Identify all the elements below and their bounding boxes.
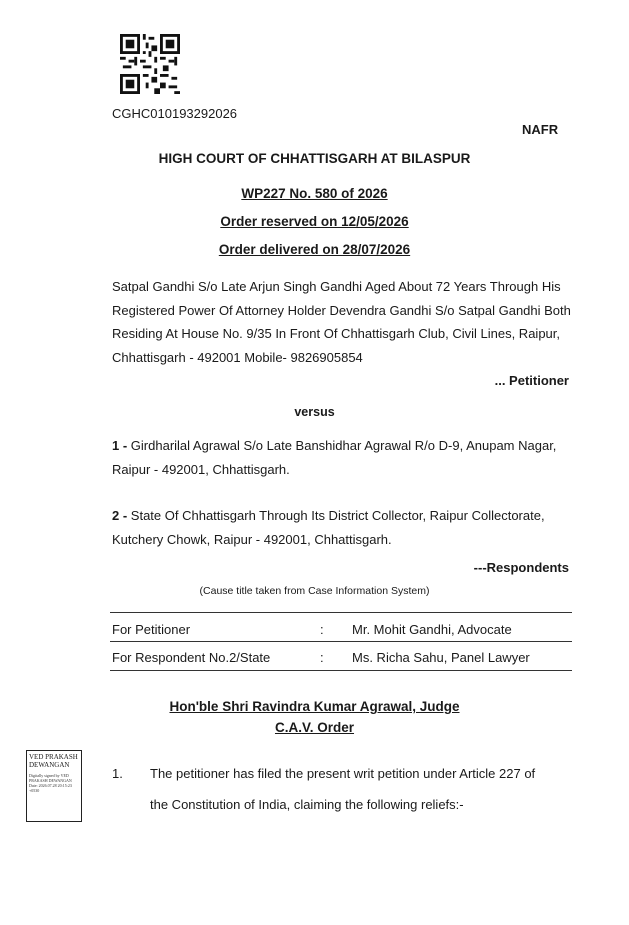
order-delivered <box>0 242 629 257</box>
order-type-text: C.A.V. Order <box>274 720 355 735</box>
divider <box>110 612 572 613</box>
paragraph-number: 1. <box>112 766 123 781</box>
respondent-1-number: 1 - <box>112 438 128 453</box>
case-code: CGHC010193292026 <box>112 106 238 121</box>
signature-details: Digitally signed by VED PRAKASH DEWANGAN Date: 2026.07.28 20:15:23 +0530 <box>29 773 72 793</box>
order-reserved-text: Order reserved on 12/05/2026 <box>220 214 409 229</box>
appearance-counsel: Ms. Richa Sahu, Panel Lawyer <box>352 650 530 665</box>
court-name: HIGH COURT OF CHHATTISGARH AT BILASPUR <box>158 151 471 166</box>
appearance-separator: : <box>320 650 324 665</box>
respondent-2-text: State Of Chhattisgarh Through Its District Collector, Raipur Collectorate, Kutchery Chowk, Raipur - 492001, Chhattisgarh. <box>112 508 545 547</box>
qr-code <box>120 34 180 94</box>
respondent-2 <box>112 504 572 551</box>
cause-title-note: (Cause title taken from Case Information System) <box>199 585 430 597</box>
order-delivered-text: Order delivered on 28/07/2026 <box>218 242 411 257</box>
case-number-text: WP227 No. 580 of 2026 <box>241 186 388 201</box>
case-number <box>0 186 629 201</box>
divider <box>110 670 572 671</box>
divider <box>110 641 572 642</box>
judge-name <box>0 699 629 714</box>
petitioner-label: ... Petitioner <box>494 373 569 388</box>
appearance-role: For Petitioner <box>112 622 191 637</box>
appearance-role: For Respondent No.2/State <box>112 650 271 665</box>
nafr-label: NAFR <box>522 122 559 137</box>
signature-name: VED PRAKASH DEWANGAN <box>29 753 78 769</box>
respondents-label: ---Respondents <box>473 560 569 575</box>
paragraph-line-2: the Constitution of India, claiming the following reliefs:- <box>150 797 464 812</box>
petitioner-details: Satpal Gandhi S/o Late Arjun Singh Gandhi Aged About 72 Years Through His Registered Power Of Attorney Holder Devendra Gandhi S/o Satpal Gandhi Both Residing At House No. 9/35 In Front Of Chhattisgarh Club, Civil Lines, Raipur, Chhattisgarh - 492001 Mobile- 9826905854 <box>112 279 571 365</box>
respondent-1-text: Girdharilal Agrawal S/o Late Banshidhar Agrawal R/o D-9, Anupam Nagar, Raipur - 492001, Chhattisgarh. <box>112 438 557 477</box>
appearance-counsel: Mr. Mohit Gandhi, Advocate <box>352 622 512 637</box>
respondent-1 <box>112 434 572 481</box>
order-type <box>0 720 629 735</box>
paragraph-line-1: The petitioner has filed the present writ petition under Article 227 of <box>150 766 536 781</box>
judge-name-text: Hon'ble Shri Ravindra Kumar Agrawal, Judge <box>169 699 460 714</box>
respondent-2-number: 2 - <box>112 508 128 523</box>
versus-label: versus <box>294 405 335 419</box>
order-reserved <box>0 214 629 229</box>
digital-signature-stamp <box>26 750 82 822</box>
appearance-separator: : <box>320 622 324 637</box>
